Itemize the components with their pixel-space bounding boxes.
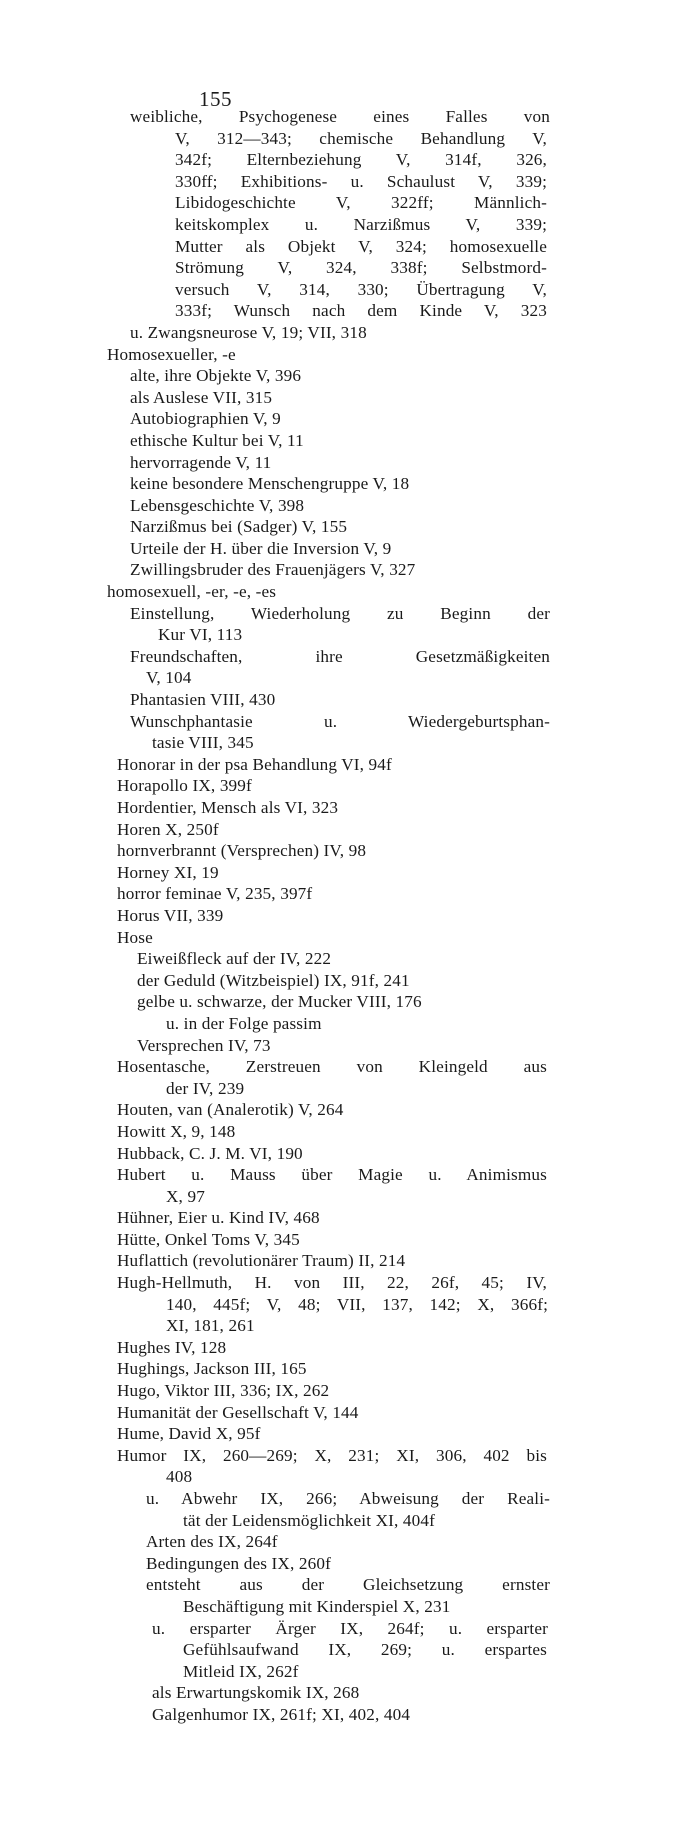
index-line: keine besondere Menschengruppe V, 18 xyxy=(130,474,410,494)
index-line: 408 xyxy=(166,1467,193,1487)
index-line: Hugh-Hellmuth, H. von III, 22, 26f, 45; IV, xyxy=(117,1273,547,1293)
index-entries xyxy=(0,106,697,1726)
index-line: Horen X, 250f xyxy=(117,819,219,839)
index-line: tasie VIII, 345 xyxy=(152,733,254,753)
index-line: Eiweißfleck auf der IV, 222 xyxy=(137,949,332,969)
index-line: Hugo, Viktor III, 336; IX, 262 xyxy=(117,1381,330,1401)
index-line: Honorar in der psa Behandlung VI, 94f xyxy=(117,754,392,774)
index-line: Freundschaften, ihre Gesetzmäßigkeiten xyxy=(130,646,550,666)
index-line: Mitleid IX, 262f xyxy=(183,1661,299,1681)
index-line: ethische Kultur bei V, 11 xyxy=(130,430,304,450)
index-line: 333f; Wunsch nach dem Kinde V, 323 xyxy=(175,301,547,321)
index-line: Versprechen IV, 73 xyxy=(137,1035,271,1055)
index-line: Hume, David X, 95f xyxy=(117,1424,261,1444)
index-line: Houten, van (Analerotik) V, 264 xyxy=(117,1100,344,1120)
index-line: V, 104 xyxy=(146,668,192,688)
index-line: der Geduld (Witzbeispiel) IX, 91f, 241 xyxy=(137,970,410,990)
page-number: 155 xyxy=(199,87,232,111)
index-line: Narzißmus bei (Sadger) V, 155 xyxy=(130,517,348,537)
index-line: 342f; Elternbeziehung V, 314f, 326, xyxy=(175,150,547,170)
index-line: XI, 181, 261 xyxy=(166,1316,255,1336)
index-line: Hordentier, Mensch als VI, 323 xyxy=(117,798,339,817)
index-line: hervorragende V, 11 xyxy=(130,452,272,472)
index-line: versuch V, 314, 330; Übertragung V, xyxy=(175,279,547,299)
index-line: keitskomplex u. Narzißmus V, 339; xyxy=(175,214,547,234)
index-line: der IV, 239 xyxy=(166,1078,245,1098)
index-line: Einstellung, Wiederholung zu Beginn der xyxy=(130,603,550,623)
index-line: Lebensgeschichte V, 398 xyxy=(130,495,305,515)
index-line: Horus VII, 339 xyxy=(117,905,224,925)
index-line: Arten des IX, 264f xyxy=(146,1532,278,1552)
index-line: Horney XI, 19 xyxy=(117,862,219,882)
index-line: Hosentasche, Zerstreuen von Kleingeld aus xyxy=(117,1057,547,1077)
index-line: Autobiographien V, 9 xyxy=(130,409,281,429)
index-line: u. in der Folge passim xyxy=(166,1013,322,1033)
index-line: Howitt X, 9, 148 xyxy=(117,1121,236,1141)
index-line: Hughes IV, 128 xyxy=(117,1337,227,1357)
index-line: Libidogeschichte V, 322ff; Männlich- xyxy=(175,193,547,213)
index-line: Urteile der H. über die Inversion V, 9 xyxy=(130,538,392,558)
index-line: Hütte, Onkel Toms V, 345 xyxy=(117,1229,300,1249)
index-line: Kur VI, 113 xyxy=(158,625,243,645)
index-line: Hughings, Jackson III, 165 xyxy=(117,1359,307,1379)
index-line: Hubert u. Mauss über Magie u. Animismus xyxy=(117,1165,547,1185)
index-line: Huflattich (revolutionärer Traum) II, 214 xyxy=(117,1251,406,1271)
index-line: Strömung V, 324, 338f; Selbstmord- xyxy=(175,258,547,278)
index-line: u. Zwangsneurose V, 19; VII, 318 xyxy=(130,322,367,342)
index-line: Hubback, C. J. M. VI, 190 xyxy=(117,1143,303,1163)
index-line: alte, ihre Objekte V, 396 xyxy=(130,366,302,386)
index-line: tät der Leidensmöglichkeit XI, 404f xyxy=(183,1510,436,1530)
index-line: Humor IX, 260—269; X, 231; XI, 306, 402 bis xyxy=(117,1445,547,1465)
index-line: hornverbrannt (Versprechen) IV, 98 xyxy=(117,841,367,861)
index-line: Horapollo IX, 399f xyxy=(117,776,252,796)
index-heading: Homosexueller, -e xyxy=(107,344,236,364)
index-line: weibliche, Psychogenese eines Falles von xyxy=(130,107,550,126)
index-line: Galgenhumor IX, 261f; XI, 402, 404 xyxy=(152,1704,411,1724)
index-line: u. ersparter Ärger IX, 264f; u. ersparter xyxy=(152,1618,548,1638)
index-line: Zwillingsbruder des Frauenjägers V, 327 xyxy=(130,560,416,580)
index-line: Bedingungen des IX, 260f xyxy=(146,1553,331,1573)
index-heading: homosexuell, -er, -e, -es xyxy=(107,582,277,602)
index-line: Gefühlsaufwand IX, 269; u. erspartes xyxy=(183,1640,547,1660)
index-line: 140, 445f; V, 48; VII, 137, 142; X, 366f; xyxy=(166,1294,548,1314)
index-line: V, 312—343; chemische Behandlung V, xyxy=(175,128,547,148)
index-line: als Auslese VII, 315 xyxy=(130,387,273,407)
index-line: Mutter als Objekt V, 324; homosexuelle xyxy=(175,236,547,256)
index-line: gelbe u. schwarze, der Mucker VIII, 176 xyxy=(137,992,422,1012)
index-line: horror feminae V, 235, 397f xyxy=(117,884,313,904)
index-line: 330ff; Exhibitions- u. Schaulust V, 339; xyxy=(175,171,547,191)
index-line: Phantasien VIII, 430 xyxy=(130,690,276,710)
index-line: Beschäftigung mit Kinderspiel X, 231 xyxy=(183,1596,451,1616)
index-line: u. Abwehr IX, 266; Abweisung der Reali- xyxy=(146,1489,550,1508)
index-line: X, 97 xyxy=(166,1186,205,1206)
index-line: entsteht aus der Gleichsetzung ernster xyxy=(146,1575,550,1595)
index-line: Humanität der Gesellschaft V, 144 xyxy=(117,1402,359,1422)
index-heading: Hose xyxy=(117,927,153,947)
index-line: Hühner, Eier u. Kind IV, 468 xyxy=(117,1208,320,1228)
index-line: als Erwartungskomik IX, 268 xyxy=(152,1683,360,1703)
index-line: Wunschphantasie u. Wiedergeburtsphan- xyxy=(130,711,550,731)
